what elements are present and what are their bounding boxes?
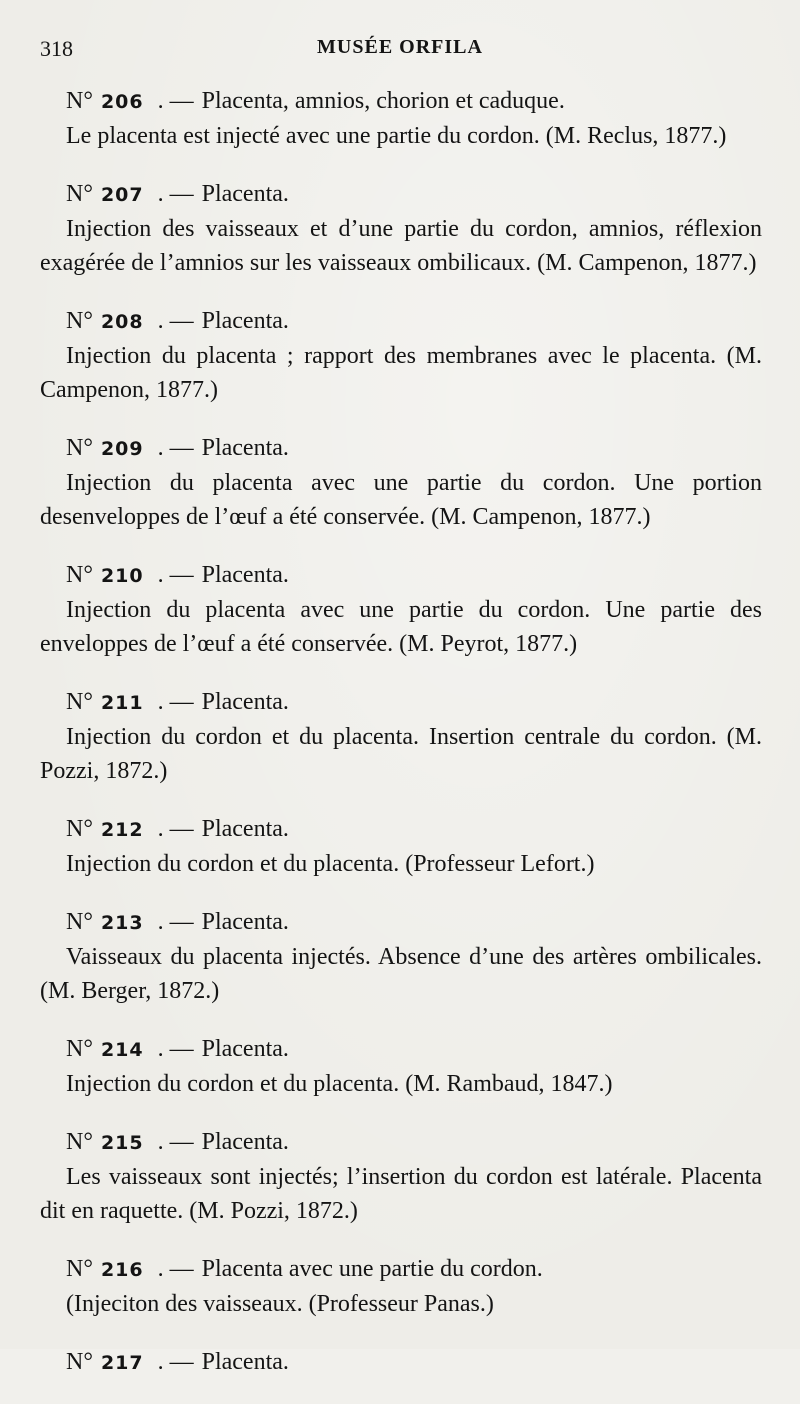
entry-number: 208	[100, 311, 144, 333]
entry-heading	[66, 905, 762, 940]
entry-description: Injection du cordon et du placenta. (M. Rambaud, 1847.)	[66, 1071, 613, 1097]
entry-number-prefix: N°	[66, 816, 93, 842]
entry-dash: . —	[157, 1349, 194, 1375]
catalogue-entries	[40, 84, 762, 1404]
entry-number-prefix: N°	[66, 562, 93, 588]
entry-number-prefix: N°	[66, 88, 93, 114]
catalogue-entry	[40, 685, 762, 788]
entry-heading	[66, 812, 762, 847]
entry-dash: . —	[157, 689, 194, 715]
entry-title: Placenta.	[201, 689, 289, 715]
entry-number-prefix: N°	[66, 909, 93, 935]
entry-number: 215	[100, 1132, 144, 1154]
catalogue-entry	[40, 1032, 762, 1101]
entry-number-prefix: N°	[66, 1349, 93, 1375]
entry-description: (Injeciton des vaisseaux. (Professeur Panas.)	[66, 1291, 494, 1317]
entry-title: Placenta.	[201, 1036, 289, 1062]
entry-dash: . —	[157, 562, 194, 588]
entry-description: Injection des vaisseaux et d’une partie du cordon, amnios, réflexion exagérée de l’amnios sur les vaisseaux ombilicaux. (M. Campenon, 1877.)	[40, 216, 762, 276]
entry-description: Injection du cordon et du placenta. Insertion centrale du cordon. (M. Pozzi, 1872.)	[40, 724, 762, 784]
entry-dash: . —	[157, 308, 194, 334]
entry-title: Placenta.	[201, 1349, 289, 1375]
entry-title: Placenta avec une partie du cordon.	[201, 1256, 543, 1282]
entry-number-prefix: N°	[66, 1036, 93, 1062]
entry-number: 206	[100, 91, 144, 113]
catalogue-entry	[40, 905, 762, 1008]
entry-title: Placenta.	[201, 308, 289, 334]
entry-heading	[66, 1032, 762, 1067]
page-number: 318	[40, 36, 73, 61]
entry-number: 213	[100, 912, 144, 934]
entry-title: Placenta.	[201, 181, 289, 207]
entry-title: Placenta.	[201, 909, 289, 935]
entry-heading	[66, 685, 762, 720]
entry-heading	[66, 1252, 762, 1287]
entry-title: Placenta.	[201, 435, 289, 461]
entry-description: Injection du placenta avec une partie du cordon. Une portion desenveloppes de l’œuf a été conservée. (M. Campenon, 1877.)	[40, 470, 762, 530]
entry-dash: . —	[157, 909, 194, 935]
entry-dash: . —	[157, 88, 194, 114]
entry-number: 214	[100, 1039, 144, 1061]
entry-title: Placenta.	[201, 816, 289, 842]
entry-number-prefix: N°	[66, 181, 93, 207]
entry-heading	[66, 1345, 762, 1380]
entry-number-prefix: N°	[66, 435, 93, 461]
catalogue-entry	[40, 304, 762, 407]
entry-number: 207	[100, 184, 144, 206]
entry-description: Injection du placenta ; rapport des membranes avec le placenta. (M. Campenon, 1877.)	[40, 343, 762, 403]
entry-heading	[66, 431, 762, 466]
catalogue-entry	[40, 812, 762, 881]
entry-heading	[66, 84, 762, 119]
running-title: MUSÉE ORFILA	[317, 36, 483, 58]
catalogue-entry	[40, 558, 762, 661]
page-header	[40, 36, 760, 66]
entry-number: 212	[100, 819, 144, 841]
entry-heading	[66, 177, 762, 212]
entry-number: 216	[100, 1259, 144, 1281]
entry-heading	[66, 304, 762, 339]
entry-dash: . —	[157, 181, 194, 207]
entry-description: Les vaisseaux sont injectés; l’insertion du cordon est latérale. Placenta dit en raquette. (M. Pozzi, 1872.)	[40, 1164, 762, 1224]
entry-description: Injection du cordon et du placenta. (Professeur Lefort.)	[66, 851, 595, 877]
entry-heading	[66, 558, 762, 593]
entry-description: Le placenta est injecté avec une partie du cordon. (M. Reclus, 1877.)	[66, 123, 727, 149]
entry-description: Injection du placenta avec une partie du cordon. Une partie des enveloppes de l’œuf a été conservée. (M. Peyrot, 1877.)	[40, 597, 762, 657]
catalogue-entry	[40, 177, 762, 280]
catalogue-entry	[40, 84, 762, 153]
catalogue-entry	[40, 1252, 762, 1321]
entry-number-prefix: N°	[66, 689, 93, 715]
entry-number: 209	[100, 438, 144, 460]
catalogue-entry	[40, 1125, 762, 1228]
entry-number-prefix: N°	[66, 308, 93, 334]
entry-description: Vaisseaux du placenta injectés. Absence d’une des artères ombilicales. (M. Berger, 1872.)	[40, 944, 762, 1004]
entry-title: Placenta.	[201, 562, 289, 588]
catalogue-entry	[40, 431, 762, 534]
entry-dash: . —	[157, 816, 194, 842]
entry-number: 210	[100, 565, 144, 587]
entry-number-prefix: N°	[66, 1256, 93, 1282]
catalogue-entry	[40, 1345, 762, 1380]
entry-number: 211	[100, 692, 144, 714]
entry-dash: . —	[157, 435, 194, 461]
entry-title: Placenta, amnios, chorion et caduque.	[201, 88, 565, 114]
entry-dash: . —	[157, 1256, 194, 1282]
entry-dash: . —	[157, 1129, 194, 1155]
entry-dash: . —	[157, 1036, 194, 1062]
entry-title: Placenta.	[201, 1129, 289, 1155]
entry-number: 217	[100, 1352, 144, 1374]
entry-number-prefix: N°	[66, 1129, 93, 1155]
entry-heading	[66, 1125, 762, 1160]
